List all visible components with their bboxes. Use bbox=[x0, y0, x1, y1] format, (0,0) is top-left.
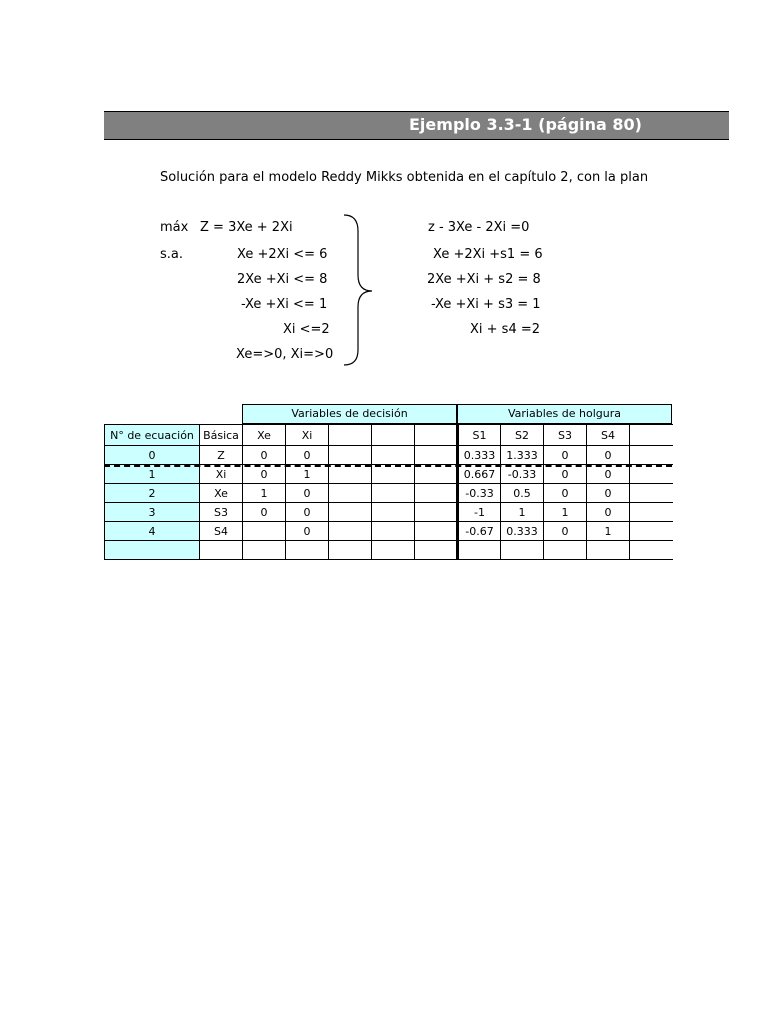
page-title: Ejemplo 3.3-1 (página 80) bbox=[409, 115, 642, 134]
subject-to-label: s.a. bbox=[160, 247, 184, 262]
table-cell bbox=[415, 484, 458, 503]
table-cell: 0 bbox=[544, 522, 587, 541]
column-header: S3 bbox=[544, 425, 587, 446]
constraint-3: -Xe +Xi <= 1 bbox=[241, 297, 328, 312]
standard-constraint-4: Xi + s4 =2 bbox=[470, 322, 541, 337]
decision-variables-header: Variables de decisión bbox=[242, 404, 457, 424]
table-cell bbox=[630, 503, 673, 522]
equation-number-header: N° de ecuación bbox=[105, 425, 200, 446]
table-cell: 0 bbox=[286, 503, 329, 522]
table-cell bbox=[243, 522, 286, 541]
table-cell: 0.5 bbox=[501, 484, 544, 503]
equation-number-cell: 0 bbox=[105, 446, 200, 465]
table-cell bbox=[329, 465, 372, 484]
table-cell bbox=[243, 541, 286, 560]
table-row bbox=[105, 446, 673, 465]
simplex-tableau bbox=[104, 424, 673, 560]
table-cell: 1 bbox=[501, 503, 544, 522]
basic-header: Básica bbox=[200, 425, 243, 446]
table-cell bbox=[329, 541, 372, 560]
table-cell bbox=[329, 522, 372, 541]
standard-objective: z - 3Xe - 2Xi =0 bbox=[428, 220, 530, 235]
basic-variable-cell: Xi bbox=[200, 465, 243, 484]
table-cell: 1.333 bbox=[501, 446, 544, 465]
table-cell bbox=[630, 465, 673, 484]
table-cell bbox=[329, 484, 372, 503]
table-cell bbox=[544, 541, 587, 560]
constraint-2: 2Xe +Xi <= 8 bbox=[237, 272, 328, 287]
table-cell: 0 bbox=[243, 465, 286, 484]
column-header bbox=[329, 425, 372, 446]
table-cell: 1 bbox=[587, 522, 630, 541]
table-cell: -0.33 bbox=[458, 484, 501, 503]
table-cell bbox=[372, 484, 415, 503]
table-cell: 0.667 bbox=[458, 465, 501, 484]
standard-constraint-3: -Xe +Xi + s3 = 1 bbox=[431, 297, 541, 312]
table-cell: -0.67 bbox=[458, 522, 501, 541]
table-cell bbox=[372, 522, 415, 541]
intro-text: Solución para el modelo Reddy Mikks obtenida en el capítulo 2, con la plan bbox=[160, 170, 649, 185]
table-cell: 1 bbox=[544, 503, 587, 522]
table-cell: -0.33 bbox=[501, 465, 544, 484]
table-row bbox=[105, 484, 673, 503]
table-cell bbox=[501, 541, 544, 560]
table-cell bbox=[630, 446, 673, 465]
table-cell bbox=[286, 541, 329, 560]
table-cell bbox=[630, 541, 673, 560]
table-row bbox=[105, 503, 673, 522]
table-cell: 0 bbox=[544, 484, 587, 503]
table-cell bbox=[587, 541, 630, 560]
table-cell bbox=[415, 522, 458, 541]
slack-variables-header: Variables de holgura bbox=[457, 404, 672, 424]
objective-function: Z = 3Xe + 2Xi bbox=[200, 220, 293, 235]
table-cell: 1 bbox=[286, 465, 329, 484]
column-header bbox=[372, 425, 415, 446]
column-header: Xe bbox=[243, 425, 286, 446]
table-cell: 0 bbox=[544, 465, 587, 484]
table-cell: 0 bbox=[243, 503, 286, 522]
column-header: Xi bbox=[286, 425, 329, 446]
table-cell bbox=[415, 465, 458, 484]
table-header-row bbox=[105, 425, 673, 446]
table-cell bbox=[372, 465, 415, 484]
table-cell bbox=[329, 446, 372, 465]
equation-number-cell: 4 bbox=[105, 522, 200, 541]
table-cell: 0 bbox=[587, 465, 630, 484]
table-cell bbox=[415, 446, 458, 465]
column-header: S4 bbox=[587, 425, 630, 446]
title-bar bbox=[104, 111, 729, 139]
basic-variable-cell: Z bbox=[200, 446, 243, 465]
table-cell: 0.333 bbox=[458, 446, 501, 465]
table-cell bbox=[372, 446, 415, 465]
table-cell: 0 bbox=[587, 446, 630, 465]
equation-number-cell: 3 bbox=[105, 503, 200, 522]
table-cell: 0.333 bbox=[501, 522, 544, 541]
basic-variable-cell: Xe bbox=[200, 484, 243, 503]
dashed-separator bbox=[104, 465, 672, 467]
basic-variable-cell bbox=[200, 541, 243, 560]
table-cell: 0 bbox=[587, 503, 630, 522]
basic-variable-cell: S4 bbox=[200, 522, 243, 541]
table-cell bbox=[630, 484, 673, 503]
column-header: S1 bbox=[458, 425, 501, 446]
nonnegativity: Xe=>0, Xi=>0 bbox=[236, 347, 334, 362]
max-label: máx bbox=[160, 220, 189, 235]
equation-number-cell: 1 bbox=[105, 465, 200, 484]
table-cell bbox=[415, 541, 458, 560]
equation-number-cell bbox=[105, 541, 200, 560]
equation-number-cell: 2 bbox=[105, 484, 200, 503]
table-cell bbox=[630, 522, 673, 541]
table-row bbox=[105, 522, 673, 541]
table-cell: 0 bbox=[587, 484, 630, 503]
table-cell: 0 bbox=[286, 446, 329, 465]
curly-brace-icon bbox=[340, 213, 380, 368]
table-cell bbox=[372, 503, 415, 522]
table-row bbox=[105, 541, 673, 560]
table-cell bbox=[415, 503, 458, 522]
table-cell: 0 bbox=[286, 522, 329, 541]
table-cell bbox=[458, 541, 501, 560]
column-header bbox=[630, 425, 673, 446]
standard-constraint-1: Xe +2Xi +s1 = 6 bbox=[433, 247, 543, 262]
standard-constraint-2: 2Xe +Xi + s2 = 8 bbox=[427, 272, 541, 287]
column-header bbox=[415, 425, 458, 446]
title-underline bbox=[104, 139, 729, 140]
table-cell bbox=[329, 503, 372, 522]
table-cell: -1 bbox=[458, 503, 501, 522]
table-cell: 0 bbox=[544, 446, 587, 465]
constraint-1: Xe +2Xi <= 6 bbox=[237, 247, 328, 262]
table-row bbox=[105, 465, 673, 484]
constraint-4: Xi <=2 bbox=[283, 322, 330, 337]
table-cell: 0 bbox=[286, 484, 329, 503]
table-cell bbox=[372, 541, 415, 560]
basic-variable-cell: S3 bbox=[200, 503, 243, 522]
table-cell: 0 bbox=[243, 446, 286, 465]
column-header: S2 bbox=[501, 425, 544, 446]
table-cell: 1 bbox=[243, 484, 286, 503]
